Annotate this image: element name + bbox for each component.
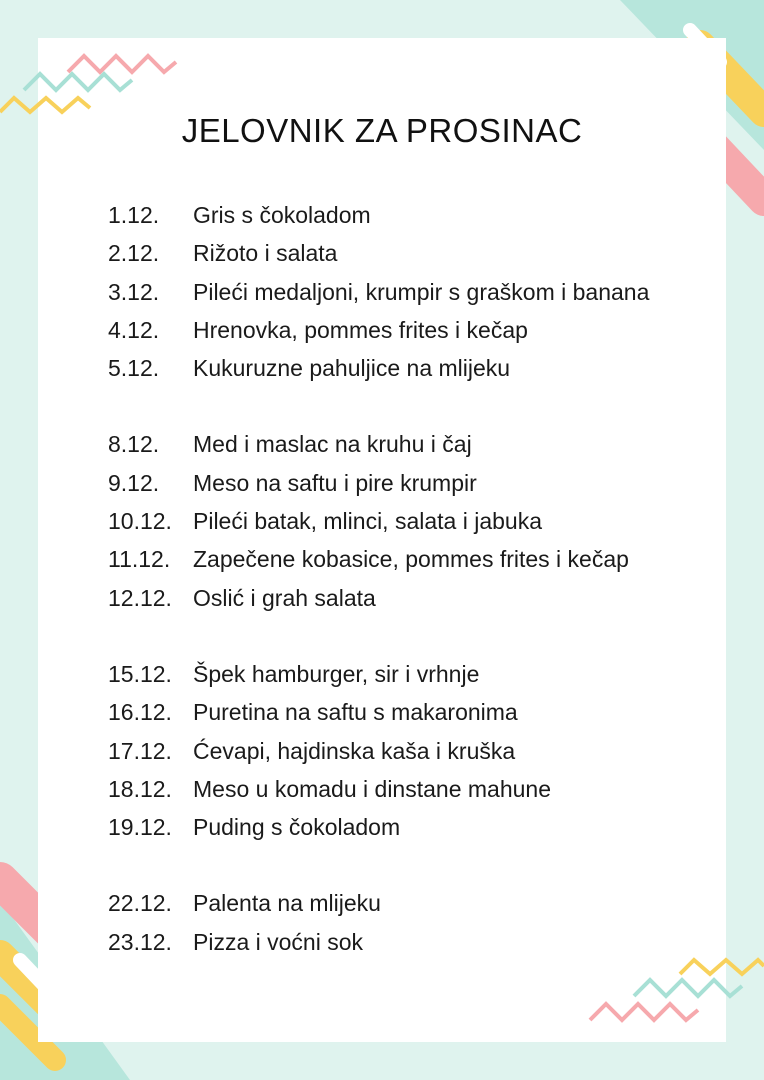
menu-item — [108, 464, 708, 502]
menu-meal: Puding s čokoladom — [193, 814, 401, 841]
page-title: JELOVNIK ZA PROSINAC — [181, 112, 583, 149]
menu-meal: Rižoto i salata — [193, 240, 338, 267]
menu-meal: Ćevapi, hajdinska kaša i kruška — [193, 737, 516, 764]
menu-date: 10.12. — [108, 508, 172, 535]
menu-date: 3.12. — [108, 278, 160, 305]
menu-meal: Oslić i grah salata — [193, 584, 376, 611]
menu-item — [108, 502, 708, 540]
menu-item — [108, 311, 708, 349]
menu-date: 12.12. — [108, 584, 172, 611]
menu-date: 23.12. — [108, 928, 172, 955]
menu-meal: Pileći batak, mlinci, salata i jabuka — [193, 508, 542, 535]
menu-date: 8.12. — [108, 431, 160, 458]
menu-meal: Puretina na saftu s makaronima — [193, 699, 518, 726]
menu-meal: Pizza i voćni sok — [193, 928, 364, 955]
menu-item — [108, 923, 708, 961]
menu-date: 1.12. — [108, 202, 160, 228]
menu-meal: Meso na saftu i pire krumpir — [193, 469, 477, 496]
menu-date: 18.12. — [108, 775, 172, 802]
menu-meal: Kukuruzne pahuljice na mlijeku — [193, 355, 511, 382]
menu-date: 5.12. — [108, 355, 160, 382]
menu-week — [108, 884, 708, 961]
menu-item — [108, 196, 708, 234]
menu-date: 19.12. — [108, 814, 172, 841]
menu-date: 17.12. — [108, 737, 172, 764]
menu-item — [108, 234, 708, 272]
menu-meal: Pileći medaljoni, krumpir s graškom i banana — [193, 278, 650, 305]
menu-meal: Palenta na mlijeku — [193, 890, 381, 917]
menu-date: 2.12. — [108, 240, 160, 267]
menu-item — [108, 732, 708, 770]
menu-item — [108, 349, 708, 387]
menu-list — [108, 196, 708, 999]
menu-week — [108, 196, 708, 387]
menu-date: 11.12. — [108, 546, 171, 573]
menu-item — [108, 884, 708, 922]
menu-date: 15.12. — [108, 660, 172, 687]
menu-meal: Zapečene kobasice, pommes frites i kečap — [193, 546, 629, 573]
menu-item — [108, 273, 708, 311]
menu-item — [108, 425, 708, 463]
menu-week — [108, 425, 708, 616]
menu-item — [108, 693, 708, 731]
menu-item — [108, 579, 708, 617]
menu-meal: Gris s čokoladom — [193, 202, 371, 228]
menu-meal: Med i maslac na kruhu i čaj — [193, 431, 472, 458]
menu-item — [108, 770, 708, 808]
menu-week — [108, 655, 708, 846]
menu-date: 4.12. — [108, 316, 160, 343]
menu-date: 9.12. — [108, 469, 160, 496]
menu-meal: Meso u komadu i dinstane mahune — [193, 775, 551, 802]
menu-meal: Špek hamburger, sir i vrhnje — [193, 660, 480, 687]
menu-item — [108, 655, 708, 693]
menu-date: 22.12. — [108, 890, 172, 917]
menu-date: 16.12. — [108, 699, 172, 726]
menu-item — [108, 808, 708, 846]
menu-meal: Hrenovka, pommes frites i kečap — [193, 316, 528, 343]
menu-item — [108, 540, 708, 578]
